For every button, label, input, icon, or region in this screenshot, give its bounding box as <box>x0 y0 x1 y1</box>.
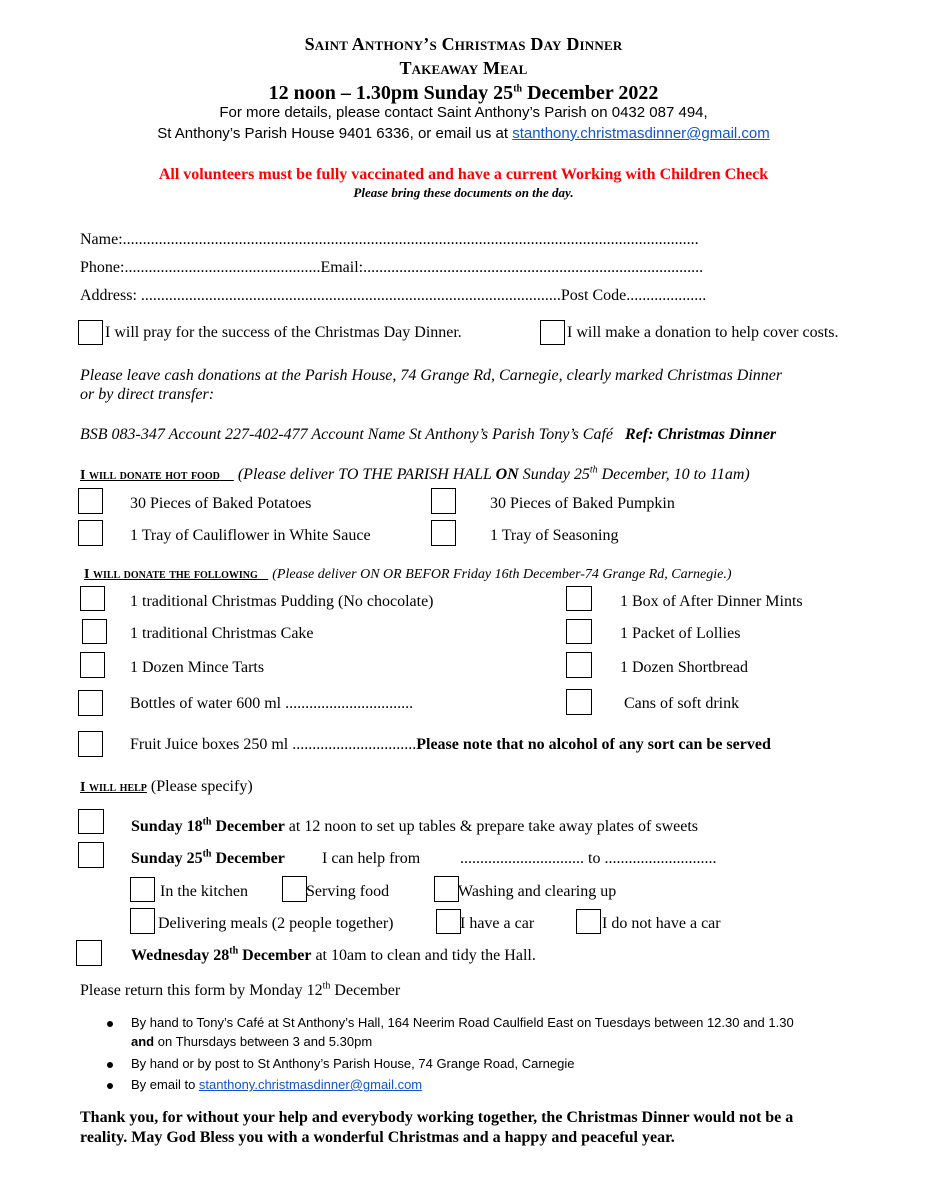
help-option-washing: Washing and clearing up <box>458 883 617 900</box>
page-subtitle: Takeaway Meal <box>399 58 528 78</box>
email-link[interactable]: stanthony.christmasdinner@gmail.com <box>512 125 770 142</box>
vaccination-warning: All volunteers must be fully vaccinated and have a current Working with Children Check <box>158 166 769 183</box>
hot-food-item-potatoes: 30 Pieces of Baked Potatoes <box>130 495 312 512</box>
contact-details-line2: St Anthony’s Parish House 9401 6336, or email us at stanthony.christmasdinner@gmail.com <box>157 125 770 142</box>
closing-message: Thank you, for without your help and everybody working together, the Christmas Dinner would not be a <box>80 1109 794 1126</box>
help-wednesday-28: Wednesday 28th December at 10am to clean and tidy the Hall. <box>131 945 536 964</box>
help-checkbox-kitchen[interactable] <box>130 877 155 902</box>
bullet-icon <box>107 1083 113 1089</box>
following-item-shortbread: 1 Dozen Shortbread <box>620 659 748 676</box>
help-option-no-car: I do not have a car <box>602 915 721 932</box>
following-item-water: Bottles of water 600 ml ................................ <box>130 695 414 712</box>
following-item-mints: 1 Box of After Dinner Mints <box>620 593 803 610</box>
return-option-hand-cafe-line2: and on Thursdays between 3 and 5.30pm <box>131 1034 373 1049</box>
return-option-post: By hand or by post to St Anthony’s Parish House, 74 Grange Road, Carnegie <box>131 1056 575 1071</box>
following-item-pudding: 1 traditional Christmas Pudding (No chocolate) <box>130 593 434 610</box>
address-field[interactable]: Address: .........................................................................................................Post Code.................... <box>80 287 707 304</box>
following-item-mince-tarts: 1 Dozen Mince Tarts <box>130 659 265 676</box>
documents-note: Please bring these documents on the day. <box>353 185 574 200</box>
following-checkbox-shortbread[interactable] <box>566 652 592 678</box>
bank-reference: Ref: Christmas Dinner <box>625 426 777 443</box>
following-checkbox-pudding[interactable] <box>80 586 105 611</box>
bank-details: BSB 083-347 Account 227-402-477 Account Name St Anthony’s Parish Tony’s Café Ref: Christmas Dinner <box>80 426 777 443</box>
alcohol-note: Please note that no alcohol of any sort can be served <box>416 736 771 753</box>
hot-food-checkbox-potatoes[interactable] <box>78 488 103 514</box>
following-item-juice: Fruit Juice boxes 250 ml ...............................Please note that no alcohol of any sort can be served <box>130 736 771 753</box>
following-note: (Please deliver ON OR BEFOR Friday 16th December-74 Grange Rd, Carnegie.) <box>272 567 732 582</box>
help-checkbox-sunday-25[interactable] <box>78 842 104 868</box>
help-option-serving: Serving food <box>306 883 390 900</box>
return-email-link[interactable]: stanthony.christmasdinner@gmail.com <box>198 1077 423 1092</box>
donation-instructions-line2: or by direct transfer: <box>80 386 215 403</box>
following-heading: I will donate the following <box>84 567 258 582</box>
return-option-hand-cafe: By hand to Tony’s Café at St Anthony’s Hall, 164 Neerim Road Caulfield East on Tuesdays between 12.30 and 1.30 <box>131 1015 794 1030</box>
following-checkbox-soft-drink[interactable] <box>566 689 592 715</box>
donate-label: I will make a donation to help cover costs. <box>567 324 839 341</box>
following-checkbox-juice[interactable] <box>78 731 103 757</box>
help-option-kitchen: In the kitchen <box>160 883 248 900</box>
following-checkbox-cake[interactable] <box>82 619 107 644</box>
hot-food-item-seasoning: 1 Tray of Seasoning <box>490 527 619 544</box>
hot-food-checkbox-pumpkin[interactable] <box>431 488 456 514</box>
pray-label: I will pray for the success of the Christmas Day Dinner. <box>105 324 462 341</box>
following-item-soft-drink: Cans of soft drink <box>624 695 740 712</box>
following-item-lollies: 1 Packet of Lollies <box>620 625 741 642</box>
hot-food-checkbox-cauliflower[interactable] <box>78 520 103 546</box>
page-title: Saint Anthony’s Christmas Day Dinner <box>304 34 623 54</box>
following-item-cake: 1 traditional Christmas Cake <box>130 625 314 642</box>
help-checkbox-have-car[interactable] <box>436 909 461 934</box>
following-checkbox-lollies[interactable] <box>566 619 592 644</box>
hot-food-checkbox-seasoning[interactable] <box>431 520 456 546</box>
closing-message-line2: reality. May God Bless you with a wonderful Christmas and a happy and peaceful year. <box>80 1129 675 1146</box>
event-date: 12 noon – 1.30pm Sunday 25th December 2022 <box>268 82 659 104</box>
help-checkbox-sunday-18[interactable] <box>78 809 104 834</box>
bullet-icon <box>107 1062 113 1068</box>
name-field[interactable]: Name:................................................................................................................................................ <box>80 231 699 248</box>
help-sunday-18: Sunday 18th December at 12 noon to set up tables & prepare take away plates of sweets <box>131 816 698 835</box>
return-deadline: Please return this form by Monday 12th December <box>80 980 401 999</box>
help-checkbox-wednesday-28[interactable] <box>76 940 102 966</box>
help-time-range-field[interactable]: ............................... to ............................ <box>460 850 717 867</box>
following-checkbox-water[interactable] <box>78 690 103 716</box>
hot-food-item-cauliflower: 1 Tray of Cauliflower in White Sauce <box>130 527 371 544</box>
help-checkbox-serving[interactable] <box>282 876 307 902</box>
bullet-icon <box>107 1021 113 1027</box>
following-section <box>84 565 732 583</box>
help-section: I will help (Please specify) <box>80 778 253 795</box>
pray-checkbox[interactable] <box>78 320 103 345</box>
hot-food-heading: I will donate hot food <box>80 468 220 483</box>
help-sunday-25: Sunday 25th December <box>131 848 285 867</box>
following-checkbox-mints[interactable] <box>566 586 592 611</box>
return-option-email: By email to stanthony.christmasdinner@gmail.com <box>131 1077 423 1092</box>
help-checkbox-delivering[interactable] <box>130 908 155 934</box>
help-checkbox-no-car[interactable] <box>576 909 601 934</box>
help-option-delivering: Delivering meals (2 people together) <box>158 915 394 932</box>
help-option-have-car: I have a car <box>460 915 535 932</box>
following-checkbox-mince-tarts[interactable] <box>80 652 105 678</box>
help-sunday-25-from: I can help from <box>322 850 421 867</box>
hot-food-item-pumpkin: 30 Pieces of Baked Pumpkin <box>490 495 675 512</box>
donate-checkbox[interactable] <box>540 320 565 345</box>
help-heading: I will help <box>80 780 147 795</box>
phone-email-field[interactable]: Phone:.................................................Email:..................................................................................... <box>80 259 704 276</box>
contact-details: For more details, please contact Saint Anthony’s Parish on 0432 087 494, <box>219 104 708 121</box>
help-checkbox-washing[interactable] <box>434 876 459 902</box>
hot-food-note: (Please deliver TO THE PARISH HALL ON Sunday 25th December, 10 to 11am) <box>237 464 750 483</box>
donation-instructions: Please leave cash donations at the Parish House, 74 Grange Rd, Carnegie, clearly marked Christmas Dinner <box>80 367 783 384</box>
hot-food-section <box>80 466 750 484</box>
